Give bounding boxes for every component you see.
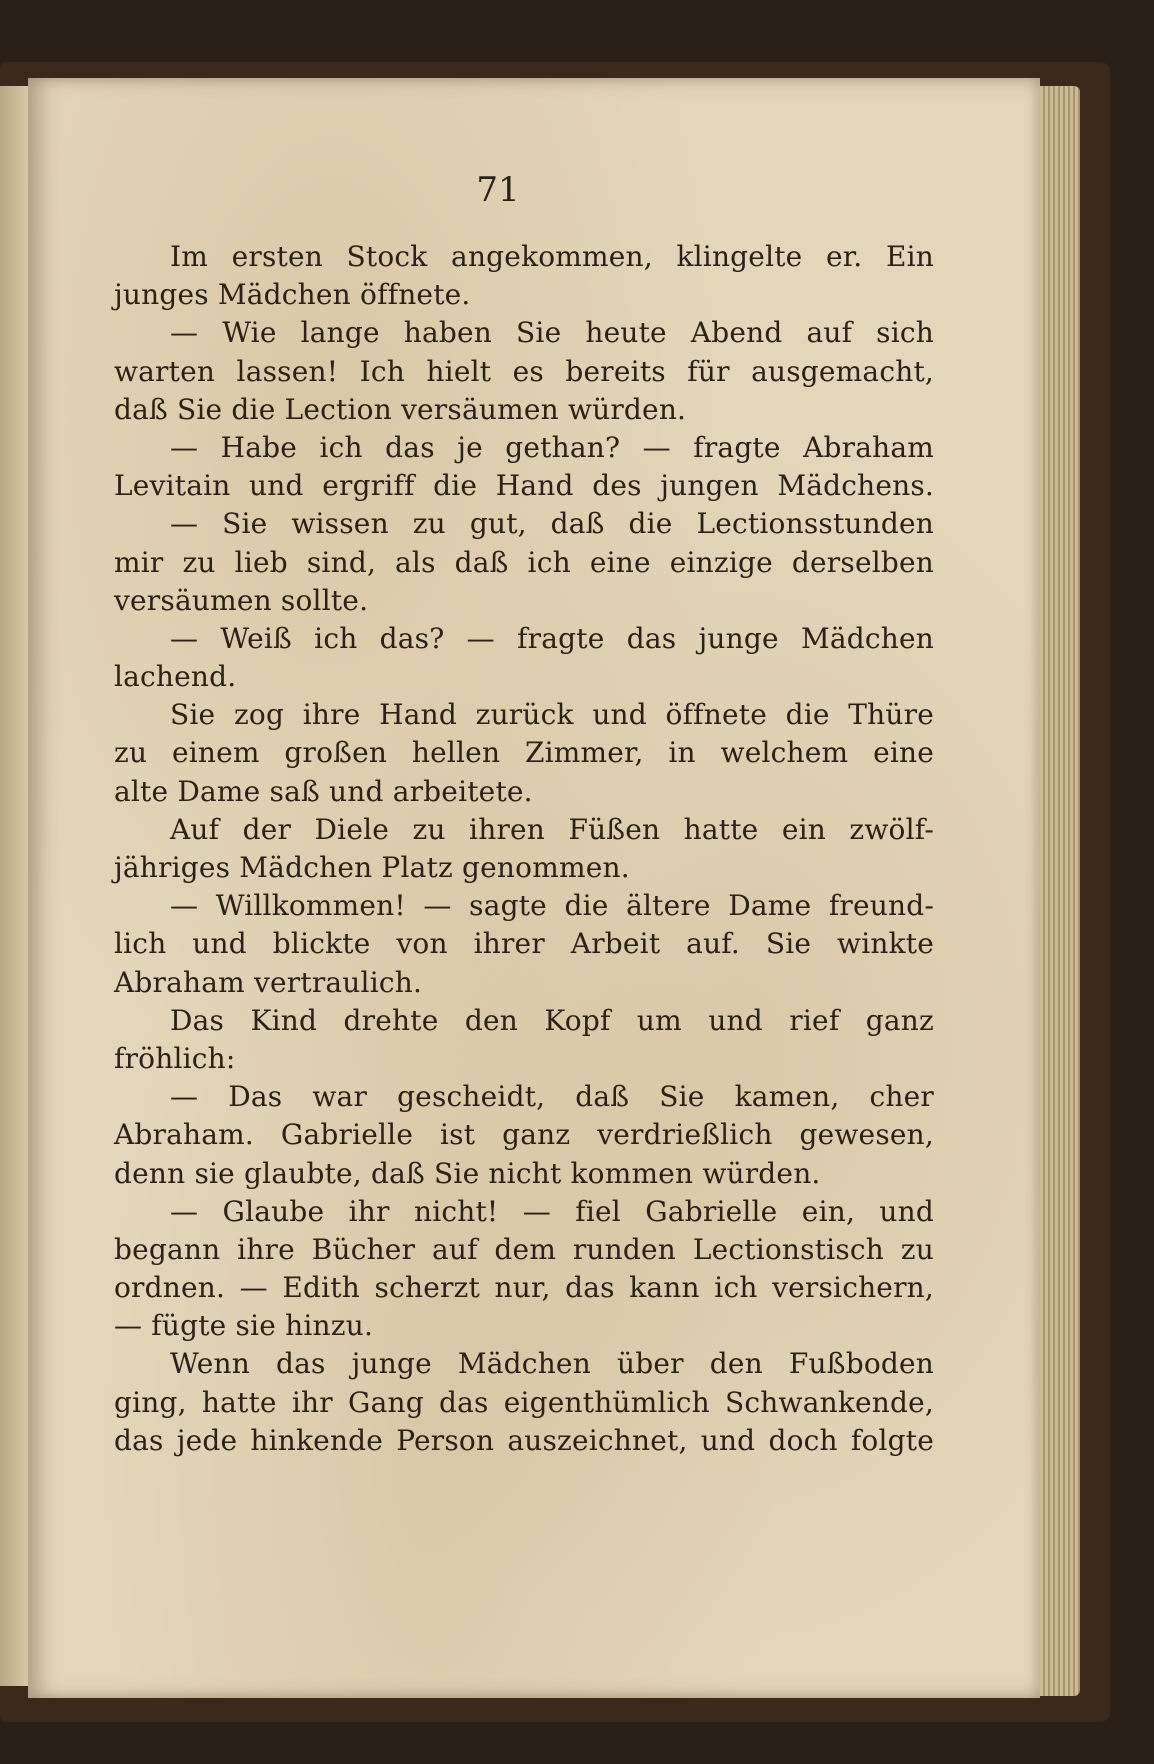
book-page: [28, 78, 1040, 1698]
page-number: 71: [476, 170, 520, 210]
text-line: Auf der Diele zu ihren Füßen hatte ein zwölf-: [170, 812, 934, 846]
text-line: lachend.: [114, 660, 237, 694]
text-line: daß Sie die Lection versäumen würden.: [114, 392, 687, 426]
text-line: junges Mädchen öffnete.: [114, 278, 471, 312]
text-line: zu einem großen hellen Zimmer, in welchem eine: [114, 736, 934, 770]
text-line: denn sie glaubte, daß Sie nicht kommen würden.: [114, 1156, 821, 1190]
text-line: Abraham. Gabrielle ist ganz verdrießlich gewesen,: [114, 1118, 934, 1152]
text-line: — fügte sie hinzu.: [114, 1309, 374, 1343]
text-line: Das Kind drehte den Kopf um und rief ganz: [170, 1003, 934, 1037]
text-line: — Weiß ich das? — fragte das junge Mädchen: [170, 621, 934, 655]
text-line: warten lassen! Ich hielt es bereits für ausgemacht,: [114, 354, 934, 388]
text-line: — Das war gescheidt, daß Sie kamen, cher: [170, 1080, 934, 1114]
text-line: begann ihre Bücher auf dem runden Lectionstisch zu: [114, 1232, 934, 1266]
text-line: ging, hatte ihr Gang das eigenthümlich Schwankende,: [114, 1385, 934, 1419]
text-line: fröhlich:: [114, 1041, 236, 1075]
text-line: ordnen. — Edith scherzt nur, das kann ich versichern,: [114, 1271, 934, 1305]
text-line: jähriges Mädchen Platz genommen.: [114, 851, 630, 884]
text-line: — Habe ich das je gethan? — fragte Abraham: [170, 430, 934, 464]
text-line: Levitain und ergriff die Hand des jungen Mädchens.: [114, 469, 934, 503]
text-line: alte Dame saß und arbeitete.: [114, 774, 533, 808]
text-line: Abraham vertraulich.: [114, 965, 423, 999]
text-line: — Willkommen! — sagte die ältere Dame freund-: [170, 889, 934, 923]
text-line: — Sie wissen zu gut, daß die Lectionsstunden: [170, 507, 934, 541]
text-line: Im ersten Stock angekommen, klingelte er. Ein: [170, 240, 934, 273]
text-line: — Glaube ihr nicht! — fiel Gabrielle ein, und: [170, 1194, 934, 1228]
text-line: — Wie lange haben Sie heute Abend auf sich: [170, 316, 934, 350]
text-line: mir zu lieb sind, als daß ich eine einzige derselben: [114, 545, 934, 579]
text-line: Sie zog ihre Hand zurück und öffnete die Thüre: [170, 698, 934, 732]
text-line: Wenn das junge Mädchen über den Fußboden: [170, 1347, 934, 1381]
text-line: das jede hinkende Person auszeichnet, und doch folgte: [114, 1423, 934, 1457]
text-line: lich und blickte von ihrer Arbeit auf. Sie winkte: [114, 927, 934, 961]
text-line: versäumen sollte.: [114, 583, 369, 617]
page-text: [114, 238, 934, 1460]
